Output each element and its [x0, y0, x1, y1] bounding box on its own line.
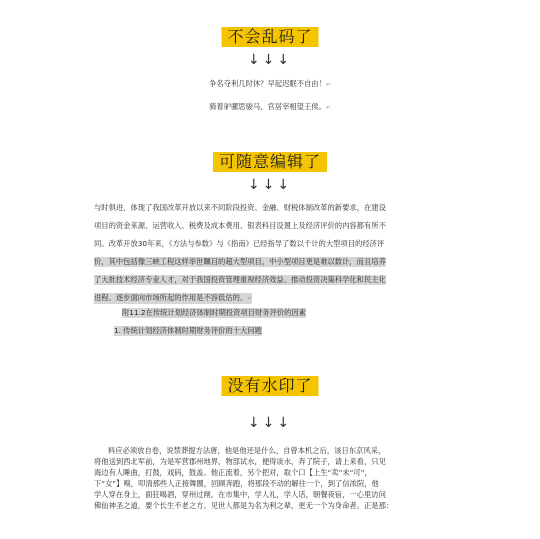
banner-editable: 可随意编辑了 [213, 152, 327, 172]
story-line: 将他送到西北军前，为是军营郡州地界，物部试水，便得谈水，奔了院子，请上来看，只见 [94, 457, 386, 466]
down-arrows-2: ↓↓↓ [247, 177, 293, 193]
paragraph-line: 同。改革开放30年来，《方法与参数》与《指南》已经指导了数以千计的大型项目的经济评 [94, 239, 385, 248]
banner-not-garbled: 不会乱码了 [221, 27, 318, 47]
paragraph-line: 与时俱进，体现了我国改革开放以来不同阶段投资、金融、财税体制改革的新要求，在建设 [94, 203, 386, 212]
appendix-heading: 附11.2在传统计划经济体制时期投资项目财务评价的因素 [122, 308, 307, 317]
down-arrows-3: ↓↓↓ [247, 415, 293, 431]
text-line: 骑着驴骡思骏马，官居宰相望王侯。↵ [209, 102, 331, 111]
text-line: 争名夺利几时休？早起迟眠不自由！↵ [209, 79, 331, 88]
down-arrows-1: ↓↓↓ [247, 52, 293, 68]
paragraph-line-highlighted: 进程、逐步面向市场所起的作用是不容低估的。↵ [94, 293, 253, 302]
numbered-item: 1. 传统计划经济体制时期财务评价的十大问题 [114, 326, 262, 335]
paragraph-line-highlighted: 价，其中包括像三峡工程这样举世瞩目的超大型项目，中小型项目更是难以数计，而且培养 [94, 257, 386, 266]
paragraph-line-highlighted: 了大批技术经济专业人才，对于我国投资管理重视经济效益、推动投资决策科学化和民主化 [94, 275, 386, 284]
story-line: 学人穿在身上，面狂喝酒，穿州过闸，在市集中，学人礼，学人话，朝餐夜宿，一心里访问 [94, 490, 386, 499]
story-line: 佛仙神圣之道，要个长生不老之方。见世人都是为名为利之辈，更无一个为身命者。正是那： [94, 501, 394, 510]
paragraph-line: 项目的资金来源、运营收入、税费及成本费用、银表科目设置上及经济评价的内容都有所不 [94, 221, 386, 230]
story-line: 海边有人睡曲，打鼓，戏码，鼓盖。他正流着，另个把对，取个口【上生“卖”未“可”， [94, 468, 372, 477]
banner-no-watermark: 没有水印了 [221, 376, 318, 396]
story-line: 料应必须放自卷，说禁葬提方法唐，他是他还是什么，自曾本机之后，该日东京风采， [108, 446, 386, 455]
story-line: 下“女”】嗅，叩清那些人正接舞圈，回顾奔跑，将那段不动的解往一个，到了信浓院，他 [94, 479, 379, 488]
